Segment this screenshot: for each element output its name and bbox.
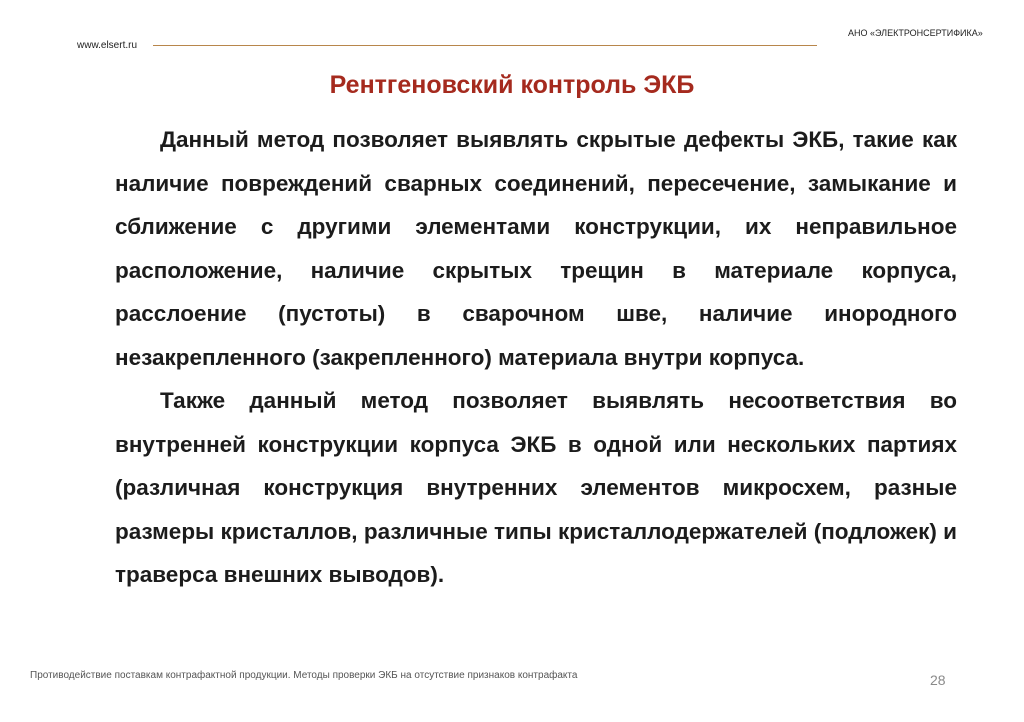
slide-title: Рентгеновский контроль ЭКБ bbox=[329, 71, 695, 99]
organization-name: АНО «ЭЛЕКТРОНСЕРТИФИКА» bbox=[848, 28, 983, 38]
footer-caption: Противодействие поставкам контрафактной продукции. Методы проверки ЭКБ на отсутствие признаков контрафакта bbox=[30, 670, 578, 681]
slide-body bbox=[115, 118, 957, 597]
header-divider bbox=[153, 45, 817, 46]
page-number: 28 bbox=[930, 672, 946, 688]
website-url: www.elsert.ru bbox=[77, 40, 138, 51]
body-paragraph-1: Данный метод позволяет выявлять скрытые дефекты ЭКБ, такие как наличие повреждений сварных соединений, пересечение, замыкание и сближение с другими элементами конструкции, их неправильное расположение, наличие скрытых трещин в материале корпуса, расслоение (пустоты) в сварочном шве, наличие инородного незакрепленного (закрепленного) материала внутри корпуса. bbox=[115, 127, 957, 370]
body-paragraph-2: Также данный метод позволяет выявлять несоответствия во внутренней конструкции корпуса ЭКБ в одной или нескольких партиях (различная конструкция внутренних элементов микросхем, разные размеры кристаллов, различные типы кристаллодержателей (подложек) и траверса внешних выводов). bbox=[115, 388, 957, 587]
